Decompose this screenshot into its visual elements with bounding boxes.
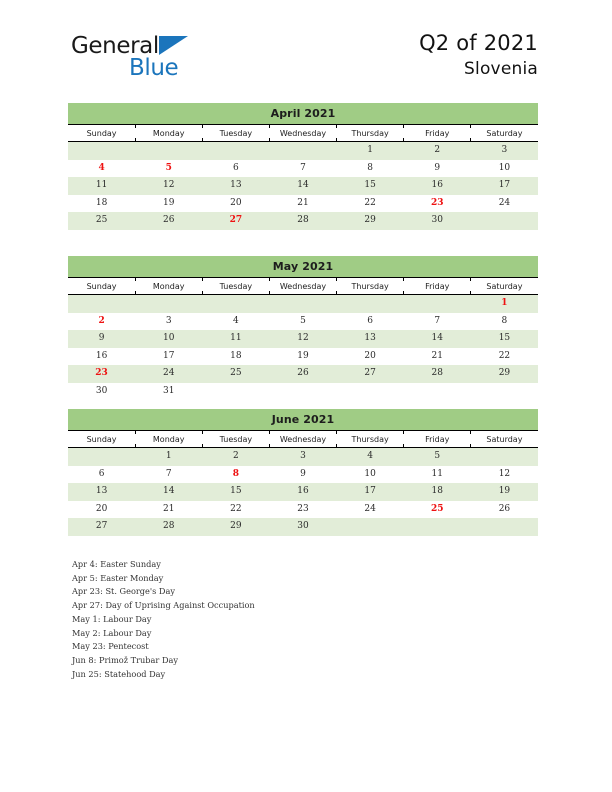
legend-item: Jun 25: Statehood Day (72, 668, 166, 679)
day-cell-27[interactable]: 27 (337, 365, 404, 383)
day-cell-empty (337, 295, 404, 313)
day-cell-9[interactable]: 9 (269, 466, 336, 484)
day-cell-empty (135, 142, 202, 160)
day-cell-29[interactable]: 29 (337, 212, 404, 230)
calendar-table-june (68, 430, 538, 554)
weekday-header-row (68, 125, 538, 142)
day-cell-12[interactable]: 12 (269, 330, 336, 348)
day-cell-18[interactable]: 18 (404, 483, 471, 501)
day-cell-7[interactable]: 7 (269, 160, 336, 178)
day-cell-1[interactable]: 1 (135, 448, 202, 466)
day-cell-24[interactable]: 24 (471, 195, 538, 213)
general-blue-logo (71, 33, 188, 79)
weekday-header-friday: Friday (404, 125, 471, 142)
day-cell-empty (269, 295, 336, 313)
column-tick-bottom (336, 138, 337, 141)
week-row (68, 142, 538, 160)
day-cell-6[interactable]: 6 (202, 160, 269, 178)
day-cell-10[interactable]: 10 (135, 330, 202, 348)
week-row (68, 177, 538, 195)
day-cell-22[interactable]: 22 (337, 195, 404, 213)
week-row (68, 483, 538, 501)
month-block-may (68, 256, 538, 401)
column-tick-bottom (269, 444, 270, 447)
legend-item: Apr 4: Easter Sunday (72, 559, 161, 569)
day-cell-11[interactable]: 11 (202, 330, 269, 348)
day-cell-26[interactable]: 26 (471, 501, 538, 519)
day-cell-empty (202, 536, 269, 554)
day-cell-28[interactable]: 28 (135, 518, 202, 536)
column-tick-bottom (202, 138, 203, 141)
day-cell-empty (269, 230, 336, 248)
column-tick-top (202, 431, 203, 434)
day-cell-empty (68, 536, 135, 554)
day-cell-30[interactable]: 30 (269, 518, 336, 536)
column-tick-bottom (269, 291, 270, 294)
day-cell-4[interactable]: 4 (202, 313, 269, 331)
day-cell-19[interactable]: 19 (135, 195, 202, 213)
weekday-header-wednesday: Wednesday (269, 125, 336, 142)
day-cell-holiday-25[interactable]: 25 (404, 501, 471, 519)
week-row (68, 295, 538, 313)
day-cell-10[interactable]: 10 (471, 160, 538, 178)
day-cell-27[interactable]: 27 (68, 518, 135, 536)
day-cell-6[interactable]: 6 (68, 466, 135, 484)
page-subtitle: Slovenia (464, 59, 538, 79)
column-tick-top (403, 125, 404, 128)
day-cell-empty (202, 230, 269, 248)
day-cell-9[interactable]: 9 (404, 160, 471, 178)
weekday-header-saturday: Saturday (471, 431, 538, 448)
day-cell-24[interactable]: 24 (337, 501, 404, 519)
day-cell-29[interactable]: 29 (202, 518, 269, 536)
day-cell-15[interactable]: 15 (337, 177, 404, 195)
column-tick-bottom (202, 444, 203, 447)
weekday-header-row (68, 431, 538, 448)
day-cell-holiday-27[interactable]: 27 (202, 212, 269, 230)
day-cell-31[interactable]: 31 (135, 383, 202, 401)
day-cell-19[interactable]: 19 (471, 483, 538, 501)
day-cell-empty (471, 383, 538, 401)
day-cell-holiday-5[interactable]: 5 (135, 160, 202, 178)
day-cell-19[interactable]: 19 (269, 348, 336, 366)
day-cell-2[interactable]: 2 (404, 142, 471, 160)
day-cell-16[interactable]: 16 (404, 177, 471, 195)
weekday-header-friday: Friday (404, 278, 471, 295)
day-cell-12[interactable]: 12 (135, 177, 202, 195)
day-cell-2[interactable]: 2 (202, 448, 269, 466)
page-header (0, 0, 612, 92)
week-row (68, 365, 538, 383)
legend-item: Jun 8: Primož Trubar Day (72, 654, 179, 665)
column-tick-bottom (403, 444, 404, 447)
day-cell-empty (471, 230, 538, 248)
calendar-table-april (68, 124, 538, 248)
weekday-header-thursday: Thursday (337, 278, 404, 295)
column-tick-top (403, 431, 404, 434)
day-cell-23[interactable]: 23 (269, 501, 336, 519)
week-row (68, 195, 538, 213)
weekday-header-wednesday: Wednesday (269, 431, 336, 448)
legend-item: Apr 27: Day of Uprising Against Occupation (72, 600, 255, 611)
column-tick-top (470, 125, 471, 128)
column-tick-top (269, 431, 270, 434)
day-cell-empty (68, 448, 135, 466)
day-cell-holiday-1[interactable]: 1 (471, 295, 538, 313)
weekday-header-monday: Monday (135, 431, 202, 448)
day-cell-3[interactable]: 3 (135, 313, 202, 331)
day-cell-empty (404, 536, 471, 554)
weekday-header-monday: Monday (135, 125, 202, 142)
week-row (68, 518, 538, 536)
weekday-header-tuesday: Tuesday (202, 431, 269, 448)
weekday-header-friday: Friday (404, 431, 471, 448)
day-cell-empty (135, 295, 202, 313)
column-tick-bottom (135, 291, 136, 294)
day-cell-14[interactable]: 14 (404, 330, 471, 348)
week-row (68, 448, 538, 466)
day-cell-24[interactable]: 24 (135, 365, 202, 383)
day-cell-8[interactable]: 8 (337, 160, 404, 178)
weekday-header-saturday: Saturday (471, 125, 538, 142)
column-tick-top (135, 431, 136, 434)
day-cell-25[interactable]: 25 (202, 365, 269, 383)
day-cell-empty (471, 212, 538, 230)
column-tick-top (470, 431, 471, 434)
day-cell-empty (68, 295, 135, 313)
day-cell-empty (135, 536, 202, 554)
day-cell-8[interactable]: 8 (471, 313, 538, 331)
column-tick-bottom (336, 444, 337, 447)
column-tick-top (202, 125, 203, 128)
day-cell-empty (269, 536, 336, 554)
day-cell-16[interactable]: 16 (68, 348, 135, 366)
day-cell-6[interactable]: 6 (337, 313, 404, 331)
day-cell-empty (337, 230, 404, 248)
page-title: Q2 of 2021 (419, 31, 538, 55)
day-cell-14[interactable]: 14 (269, 177, 336, 195)
week-row (68, 501, 538, 519)
day-cell-empty (471, 518, 538, 536)
weekday-header-row (68, 278, 538, 295)
day-cell-15[interactable]: 15 (202, 483, 269, 501)
column-tick-top (269, 278, 270, 281)
day-cell-17[interactable]: 17 (471, 177, 538, 195)
day-cell-empty (337, 383, 404, 401)
logo-triangle-icon (159, 36, 188, 55)
legend-item: May 1: Labour Day (72, 613, 152, 624)
column-tick-top (470, 278, 471, 281)
month-block-april (68, 103, 538, 248)
weekday-header-sunday: Sunday (68, 431, 135, 448)
column-tick-top (336, 431, 337, 434)
day-cell-12[interactable]: 12 (471, 466, 538, 484)
day-cell-29[interactable]: 29 (471, 365, 538, 383)
week-row (68, 212, 538, 230)
column-tick-top (202, 278, 203, 281)
day-cell-20[interactable]: 20 (337, 348, 404, 366)
day-cell-empty (269, 142, 336, 160)
logo-text-blue: Blue (129, 55, 179, 81)
day-cell-11[interactable]: 11 (404, 466, 471, 484)
day-cell-9[interactable]: 9 (68, 330, 135, 348)
day-cell-holiday-8[interactable]: 8 (202, 466, 269, 484)
day-cell-17[interactable]: 17 (337, 483, 404, 501)
weekday-header-saturday: Saturday (471, 278, 538, 295)
day-cell-21[interactable]: 21 (269, 195, 336, 213)
day-cell-22[interactable]: 22 (471, 348, 538, 366)
day-cell-7[interactable]: 7 (404, 313, 471, 331)
day-cell-30[interactable]: 30 (68, 383, 135, 401)
day-cell-20[interactable]: 20 (68, 501, 135, 519)
column-tick-top (336, 278, 337, 281)
weekday-header-monday: Monday (135, 278, 202, 295)
column-tick-bottom (470, 291, 471, 294)
column-tick-bottom (135, 138, 136, 141)
legend-item: May 23: Pentecost (72, 641, 149, 652)
day-cell-28[interactable]: 28 (404, 365, 471, 383)
day-cell-21[interactable]: 21 (135, 501, 202, 519)
column-tick-bottom (470, 138, 471, 141)
legend-item: Apr 5: Easter Monday (72, 572, 164, 583)
day-cell-empty (404, 518, 471, 536)
weekday-header-sunday: Sunday (68, 125, 135, 142)
column-tick-bottom (135, 444, 136, 447)
holiday-legend (72, 558, 512, 681)
day-cell-empty (202, 383, 269, 401)
column-tick-top (135, 278, 136, 281)
column-tick-top (336, 125, 337, 128)
day-cell-22[interactable]: 22 (202, 501, 269, 519)
day-cell-empty (202, 142, 269, 160)
weekday-header-sunday: Sunday (68, 278, 135, 295)
day-cell-7[interactable]: 7 (135, 466, 202, 484)
week-row (68, 230, 538, 248)
weekday-header-wednesday: Wednesday (269, 278, 336, 295)
month-block-june (68, 409, 538, 554)
day-cell-3[interactable]: 3 (471, 142, 538, 160)
day-cell-26[interactable]: 26 (269, 365, 336, 383)
day-cell-4[interactable]: 4 (337, 448, 404, 466)
column-tick-bottom (470, 444, 471, 447)
column-tick-bottom (403, 138, 404, 141)
day-cell-13[interactable]: 13 (337, 330, 404, 348)
month-title-may: May 2021 (68, 256, 538, 277)
day-cell-empty (135, 230, 202, 248)
column-tick-bottom (202, 291, 203, 294)
week-row (68, 330, 538, 348)
legend-item: Apr 23: St. George's Day (72, 586, 175, 597)
weekday-header-tuesday: Tuesday (202, 278, 269, 295)
day-cell-empty (68, 142, 135, 160)
day-cell-16[interactable]: 16 (269, 483, 336, 501)
day-cell-1[interactable]: 1 (337, 142, 404, 160)
day-cell-empty (269, 383, 336, 401)
day-cell-empty (404, 383, 471, 401)
day-cell-20[interactable]: 20 (202, 195, 269, 213)
weekday-header-tuesday: Tuesday (202, 125, 269, 142)
column-tick-bottom (403, 291, 404, 294)
day-cell-26[interactable]: 26 (135, 212, 202, 230)
logo-text-general: General (71, 33, 159, 59)
week-row (68, 348, 538, 366)
day-cell-17[interactable]: 17 (135, 348, 202, 366)
calendar-table-may (68, 277, 538, 401)
day-cell-5[interactable]: 5 (269, 313, 336, 331)
column-tick-bottom (336, 291, 337, 294)
day-cell-holiday-4[interactable]: 4 (68, 160, 135, 178)
week-row (68, 160, 538, 178)
day-cell-25[interactable]: 25 (68, 212, 135, 230)
column-tick-top (135, 125, 136, 128)
day-cell-11[interactable]: 11 (68, 177, 135, 195)
day-cell-13[interactable]: 13 (68, 483, 135, 501)
month-title-june: June 2021 (68, 409, 538, 430)
day-cell-empty (404, 230, 471, 248)
day-cell-empty (337, 518, 404, 536)
day-cell-holiday-23[interactable]: 23 (68, 365, 135, 383)
day-cell-empty (404, 295, 471, 313)
week-row (68, 466, 538, 484)
legend-item: May 2: Labour Day (72, 627, 152, 638)
weekday-header-thursday: Thursday (337, 431, 404, 448)
day-cell-15[interactable]: 15 (471, 330, 538, 348)
title-block (419, 30, 538, 81)
day-cell-holiday-2[interactable]: 2 (68, 313, 135, 331)
day-cell-30[interactable]: 30 (404, 212, 471, 230)
column-tick-top (403, 278, 404, 281)
day-cell-14[interactable]: 14 (135, 483, 202, 501)
day-cell-empty (471, 536, 538, 554)
day-cell-empty (471, 448, 538, 466)
week-row (68, 536, 538, 554)
day-cell-holiday-23[interactable]: 23 (404, 195, 471, 213)
day-cell-28[interactable]: 28 (269, 212, 336, 230)
day-cell-empty (68, 230, 135, 248)
day-cell-13[interactable]: 13 (202, 177, 269, 195)
day-cell-empty (202, 295, 269, 313)
day-cell-21[interactable]: 21 (404, 348, 471, 366)
week-row (68, 383, 538, 401)
day-cell-empty (337, 536, 404, 554)
day-cell-18[interactable]: 18 (202, 348, 269, 366)
week-row (68, 313, 538, 331)
day-cell-3[interactable]: 3 (269, 448, 336, 466)
day-cell-18[interactable]: 18 (68, 195, 135, 213)
month-title-april: April 2021 (68, 103, 538, 124)
day-cell-10[interactable]: 10 (337, 466, 404, 484)
day-cell-5[interactable]: 5 (404, 448, 471, 466)
column-tick-top (269, 125, 270, 128)
weekday-header-thursday: Thursday (337, 125, 404, 142)
column-tick-bottom (269, 138, 270, 141)
